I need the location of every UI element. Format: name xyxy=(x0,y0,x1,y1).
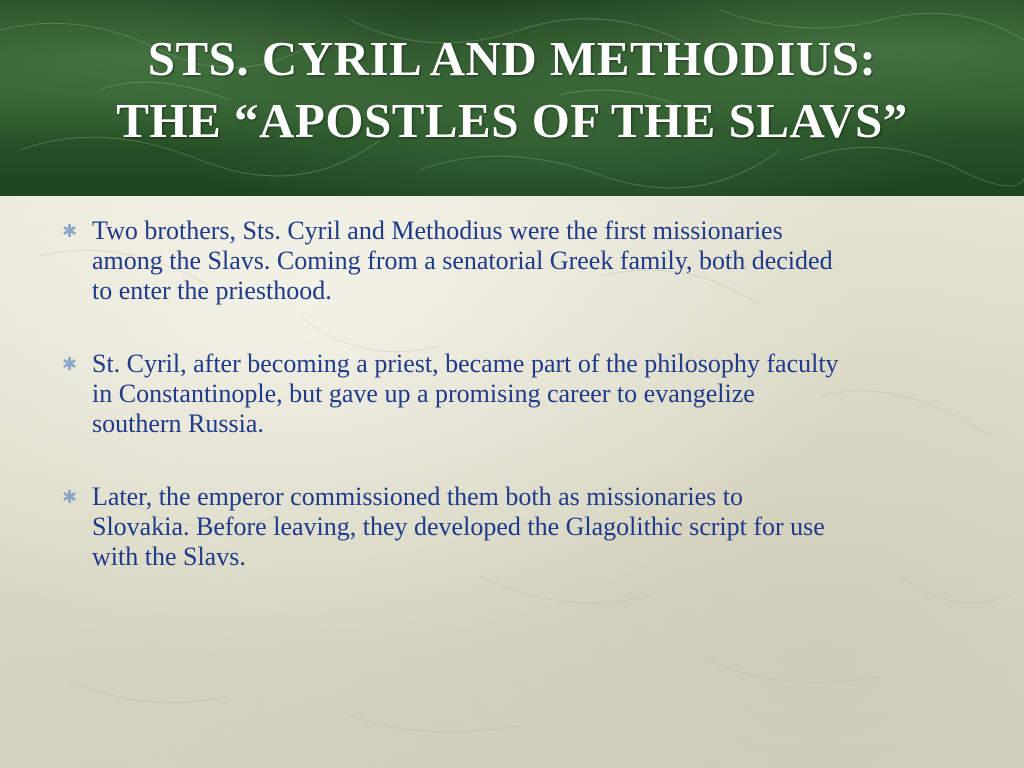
bullet-item-1 xyxy=(62,216,982,306)
bullet-text-3-line-2: Slovakia. Before leaving, they developed the Glagolithic script for use xyxy=(92,512,825,541)
asterisk-bullet-icon: ✱ xyxy=(62,221,78,241)
bullet-text-1-line-2: among the Slavs. Coming from a senatorial Greek family, both decided xyxy=(92,246,833,275)
bullet-text-3-line-3: with the Slavs. xyxy=(92,542,246,571)
asterisk-bullet-icon: ✱ xyxy=(62,354,78,374)
bullet-list xyxy=(62,216,982,615)
slide-title xyxy=(20,28,1004,152)
bullet-text-2-line-1: St. Cyril, after becoming a priest, became part of the philosophy faculty xyxy=(92,349,839,378)
bullet-text-1-line-3: to enter the priesthood. xyxy=(92,276,332,305)
slide-title-line-2: THE “APOSTLES OF THE SLAVS” xyxy=(116,93,908,148)
slide-title-line-1: STS. CYRIL AND METHODIUS: xyxy=(147,31,877,86)
asterisk-bullet-icon: ✱ xyxy=(62,487,78,507)
bullet-text-2-line-2: in Constantinople, but gave up a promising career to evangelize xyxy=(92,379,755,408)
bullet-text-3-line-1: Later, the emperor commissioned them both as missionaries to xyxy=(92,482,743,511)
bullet-text-2-line-3: southern Russia. xyxy=(92,409,264,438)
bullet-item-3 xyxy=(62,482,982,572)
bullet-text-1-line-1: Two brothers, Sts. Cyril and Methodius were the first missionaries xyxy=(92,216,783,245)
bullet-item-2 xyxy=(62,349,982,439)
title-banner xyxy=(0,0,1024,196)
